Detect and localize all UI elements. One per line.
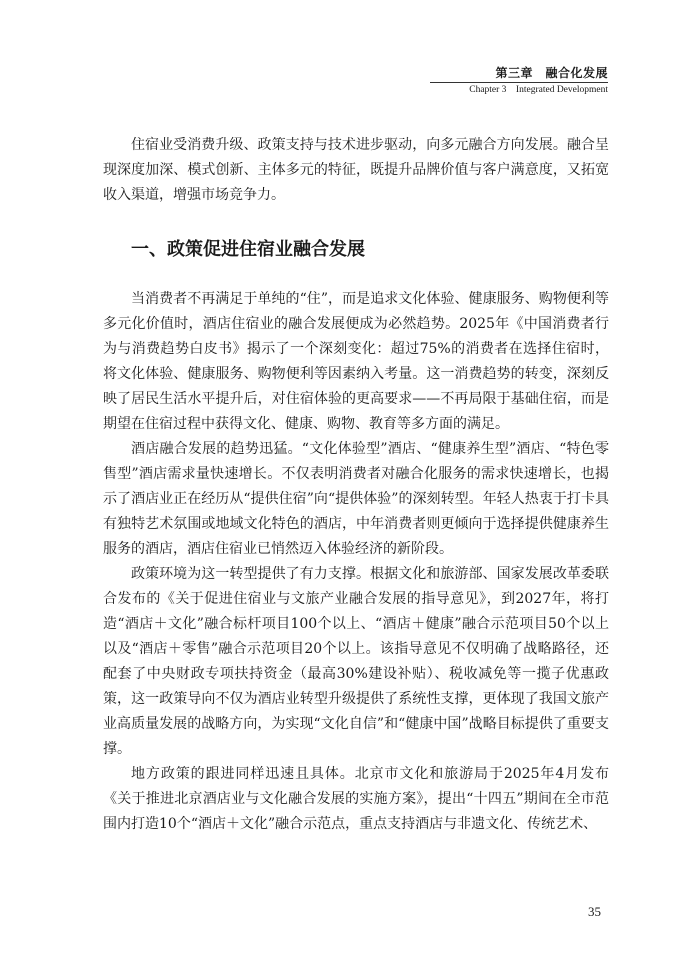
body-paragraph: 地方政策的跟进同样迅速且具体。北京市文化和旅游局于2025年4月发布《关于推进北京酒店业与文化融合发展的实施方案》，提出“十四五”期间在全市范围内打造10个“酒店＋文化”融合示范点，重点支持酒店与非遗文化、传统艺术、	[103, 766, 609, 832]
header-rule	[430, 82, 608, 83]
section-heading: 一、政策促进住宿业融合发展	[131, 239, 365, 260]
running-head	[495, 66, 608, 80]
body-paragraph: 政策环境为这一转型提供了有力支撑。根据文化和旅游部、国家发展改革委联合发布的《关于促进住宿业与文旅产业融合发展的指导意见》，到2027年，将打造“酒店＋文化”融合标杆项目100个以上、“酒店＋健康”融合示范项目50个以上以及“酒店＋零售”融合示范项目20个以上。该指导意见不仅明确了战略路径，还配套了中央财政专项扶持资金（最高30%建设补贴）、税收减免等一揽子优惠政策，这一政策导向不仅为酒店业转型升级提供了系统性支撑，更体现了我国文旅产业高质量发展的战略方向，为实现“文化自信”和“健康中国”战略目标提供了重要支撑。	[103, 566, 609, 757]
chapter-title-cn: 第三章 融合化发展	[495, 66, 608, 80]
body-paragraph: 当消费者不再满足于单纯的“住”，而是追求文化体验、健康服务、购物便利等多元化价值时，酒店住宿业的融合发展便成为必然趋势。2025年《中国消费者行为与消费趋势白皮书》揭示了一个深刻变化：超过75%的消费者在选择住宿时，将文化体验、健康服务、购物便利等因素纳入考量。这一消费趋势的转变，深刻反映了居民生活水平提升后，对住宿体验的更高要求——不再局限于基础住宿，而是期望在住宿过程中获得文化、健康、购物、教育等多方面的满足。	[103, 291, 609, 432]
intro-paragraph: 住宿业受消费升级、政策支持与技术进步驱动，向多元融合方向发展。融合呈现深度加深、模式创新、主体多元的特征，既提升品牌价值与客户满意度，又拓宽收入渠道，增强市场竞争力。	[103, 137, 609, 203]
intro-block	[103, 133, 609, 208]
chapter-title-en: Chapter 3 Integrated Development	[469, 85, 608, 95]
body-paragraph: 酒店融合发展的趋势迅猛。“文化体验型”酒店、“健康养生型”酒店、“特色零售型”酒店需求量快速增长。不仅表明消费者对融合化服务的需求快速增长，也揭示了酒店业正在经历从“提供住宿”向“提供体验”的深刻转型。年轻人热衷于打卡具有独特艺术氛围或地域文化特色的酒店，中年消费者则更倾向于选择提供健康养生服务的酒店，酒店住宿业已悄然迈入体验经济的新阶段。	[103, 441, 609, 557]
section-body	[103, 287, 609, 837]
page-number: 35	[588, 904, 601, 919]
